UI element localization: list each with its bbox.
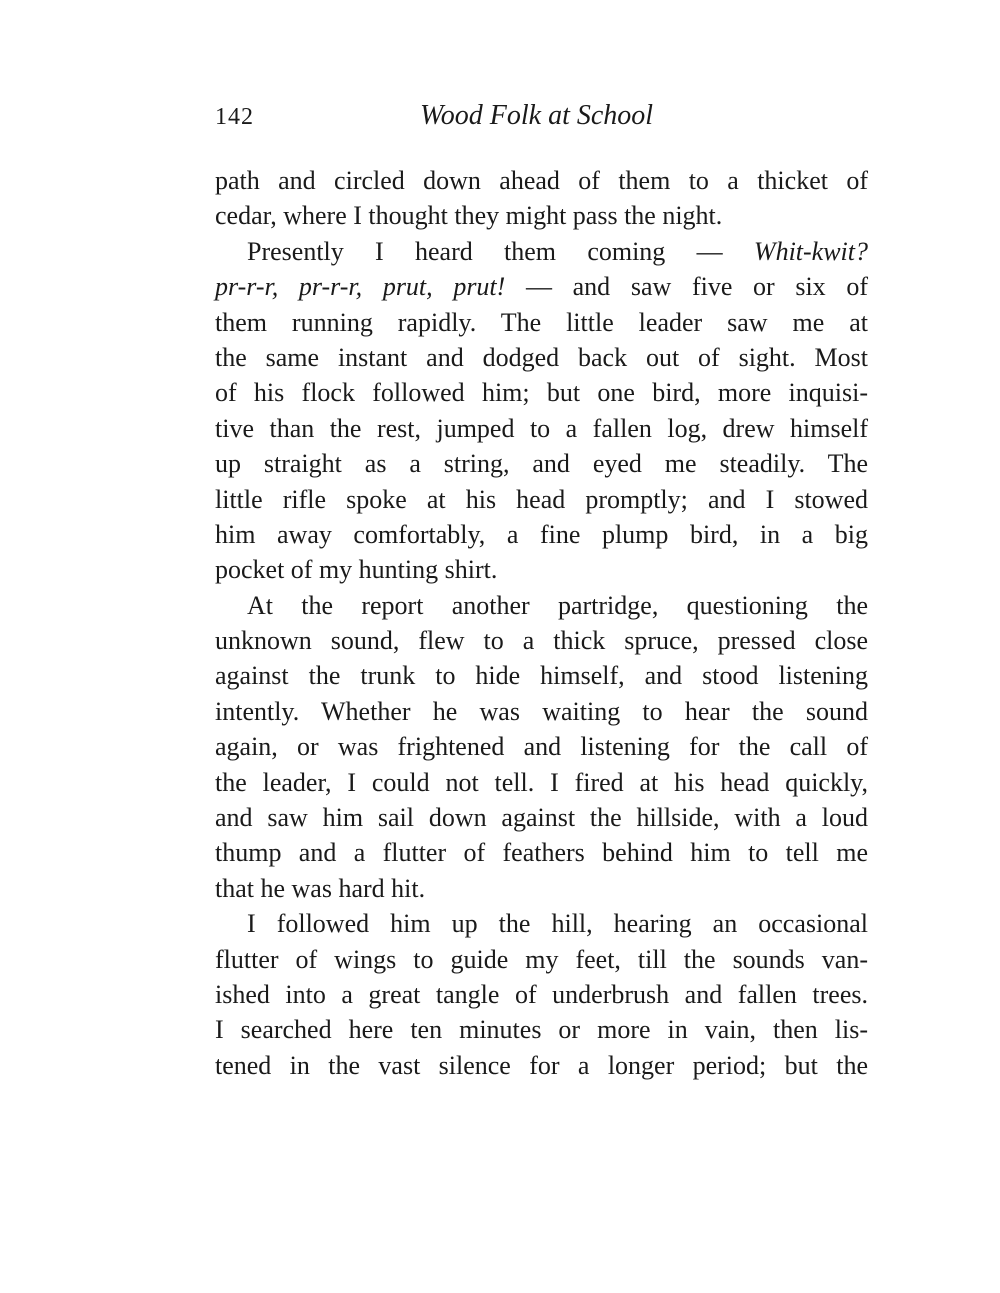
book-title: Wood Folk at School xyxy=(420,100,654,131)
text-line: little rifle spoke at his head promptly; and I stowed xyxy=(215,484,868,514)
text-line: I searched here ten minutes or more in vain, then lis- xyxy=(215,1015,868,1045)
text-line: them running rapidly. The little leader saw me at xyxy=(215,307,868,337)
text-line: him away comfortably, a fine plump bird, in a big xyxy=(215,519,868,549)
text-line: pocket of my hunting shirt. xyxy=(215,555,498,585)
text-line: pr-r-r, pr-r-r, prut, prut! — and saw five or six of xyxy=(215,272,868,302)
text-line: tive than the rest, jumped to a fallen log, drew himself xyxy=(215,413,868,443)
text-line: of his flock followed him; but one bird, more inquisi- xyxy=(215,378,868,408)
text-line: cedar, where I thought they might pass the night. xyxy=(215,201,723,231)
page-number: 142 xyxy=(215,104,254,130)
text-line: flutter of wings to guide my feet, till the sounds van- xyxy=(215,944,868,974)
text-line: tened in the vast silence for a longer period; but the xyxy=(215,1050,868,1080)
text-line: and saw him sail down against the hillside, with a loud xyxy=(215,803,868,833)
text-line: the leader, I could not tell. I fired at his head quickly, xyxy=(215,767,868,797)
text-line: unknown sound, flew to a thick spruce, pressed close xyxy=(215,626,868,656)
text-line: against the trunk to hide himself, and stood listening xyxy=(215,661,868,691)
text-line: ished into a great tangle of underbrush and fallen trees. xyxy=(215,979,868,1009)
text-line: again, or was frightened and listening for the call of xyxy=(215,732,868,762)
text-line: up straight as a string, and eyed me steadily. The xyxy=(215,449,868,479)
text-line: path and circled down ahead of them to a thicket of xyxy=(215,166,868,195)
text-line: intently. Whether he was waiting to hear the sound xyxy=(215,696,868,726)
body-text xyxy=(215,163,868,1083)
running-head xyxy=(215,100,870,140)
text-line: thump and a flutter of feathers behind him to tell me xyxy=(215,838,868,868)
text-line: that he was hard hit. xyxy=(215,873,426,903)
text-line: Presently I heard them coming — Whit-kwit? xyxy=(247,236,868,266)
text-line: At the report another partridge, questioning the xyxy=(247,590,868,620)
text-line: the same instant and dodged back out of sight. Most xyxy=(215,342,868,372)
text-line: I followed him up the hill, hearing an occasional xyxy=(247,909,868,939)
